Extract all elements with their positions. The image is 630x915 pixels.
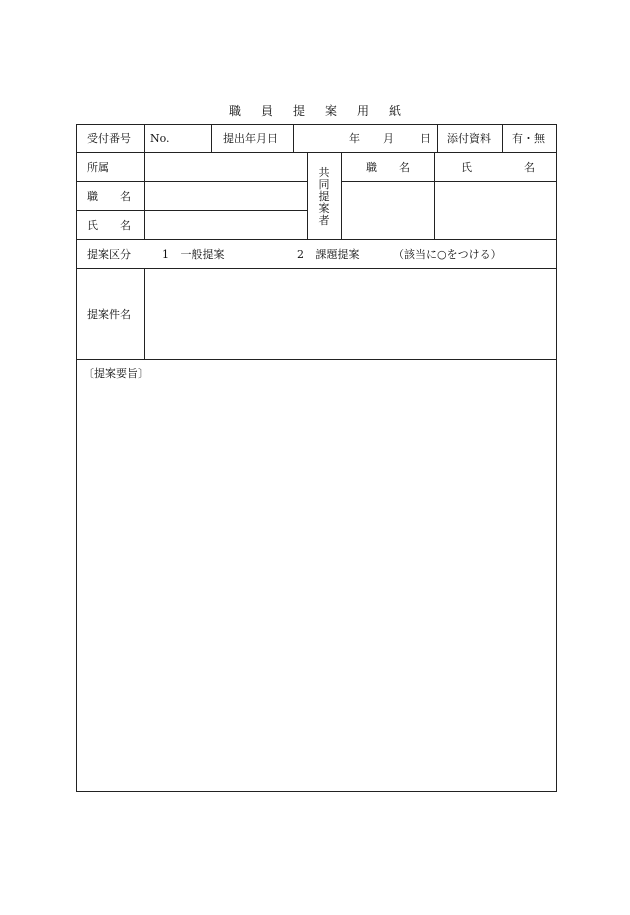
affiliation-label [87, 162, 133, 173]
position-label [87, 190, 153, 203]
name-label-text: 氏名 [87, 219, 153, 232]
col-divider [293, 125, 294, 152]
name-label [87, 219, 153, 232]
position-field[interactable] [146, 183, 305, 209]
subject-label: 提案件名 [87, 308, 131, 321]
row-divider [77, 210, 307, 211]
joint-name-header [461, 162, 587, 173]
joint-proposer-label [317, 167, 331, 227]
joint-label-char: 提 [318, 190, 330, 203]
submission-date-label: 提出年月日 [223, 132, 278, 145]
row-divider [341, 181, 556, 182]
joint-position-field[interactable] [343, 183, 433, 238]
proposal-form [76, 124, 587, 792]
affiliation-label-text: 所属 [87, 161, 109, 174]
col-divider [144, 268, 145, 359]
joint-label-char: 案 [318, 202, 330, 215]
receipt-number-field[interactable] [173, 129, 209, 149]
row-divider [77, 152, 556, 153]
date-day-label: 日 [420, 132, 431, 145]
col-divider [437, 125, 438, 152]
category-note: （該当に○をつける） [393, 248, 502, 261]
col-divider [341, 152, 342, 239]
joint-position-header [366, 162, 432, 173]
row-divider [77, 181, 307, 182]
joint-position-header-text: 職名 [366, 161, 432, 174]
receipt-number-prefix: No. [150, 132, 170, 145]
attachment-label: 添付資料 [447, 132, 491, 145]
joint-label-char: 者 [318, 214, 330, 227]
category-option-assigned[interactable]: 2 課題提案 [297, 248, 360, 261]
joint-name-header-text: 氏名 [461, 161, 587, 174]
category-option-general[interactable]: 1 一般提案 [162, 248, 225, 261]
summary-label: 〔提案要旨〕 [83, 367, 149, 380]
summary-field[interactable] [79, 383, 554, 789]
date-month-label: 月 [383, 132, 394, 145]
submission-date-field[interactable] [295, 128, 435, 150]
category-label: 提案区分 [87, 248, 131, 261]
joint-label-char: 共 [318, 166, 330, 179]
name-field[interactable] [146, 212, 305, 238]
receipt-number-label: 受付番号 [87, 132, 131, 145]
row-divider [77, 359, 556, 360]
col-divider [502, 125, 503, 152]
col-divider [307, 152, 308, 239]
position-label-text: 職名 [87, 190, 153, 203]
subject-field[interactable] [146, 270, 555, 358]
attachment-choice[interactable]: 有・無 [512, 132, 545, 145]
joint-label-char: 同 [318, 178, 330, 191]
col-divider [144, 125, 145, 152]
affiliation-field[interactable] [146, 154, 305, 180]
joint-name-field[interactable] [436, 183, 555, 238]
row-divider [77, 268, 556, 269]
col-divider [434, 152, 435, 239]
row-divider [77, 239, 556, 240]
date-year-label: 年 [349, 132, 360, 145]
col-divider [211, 125, 212, 152]
form-title: 職員提案用紙 [228, 104, 421, 118]
